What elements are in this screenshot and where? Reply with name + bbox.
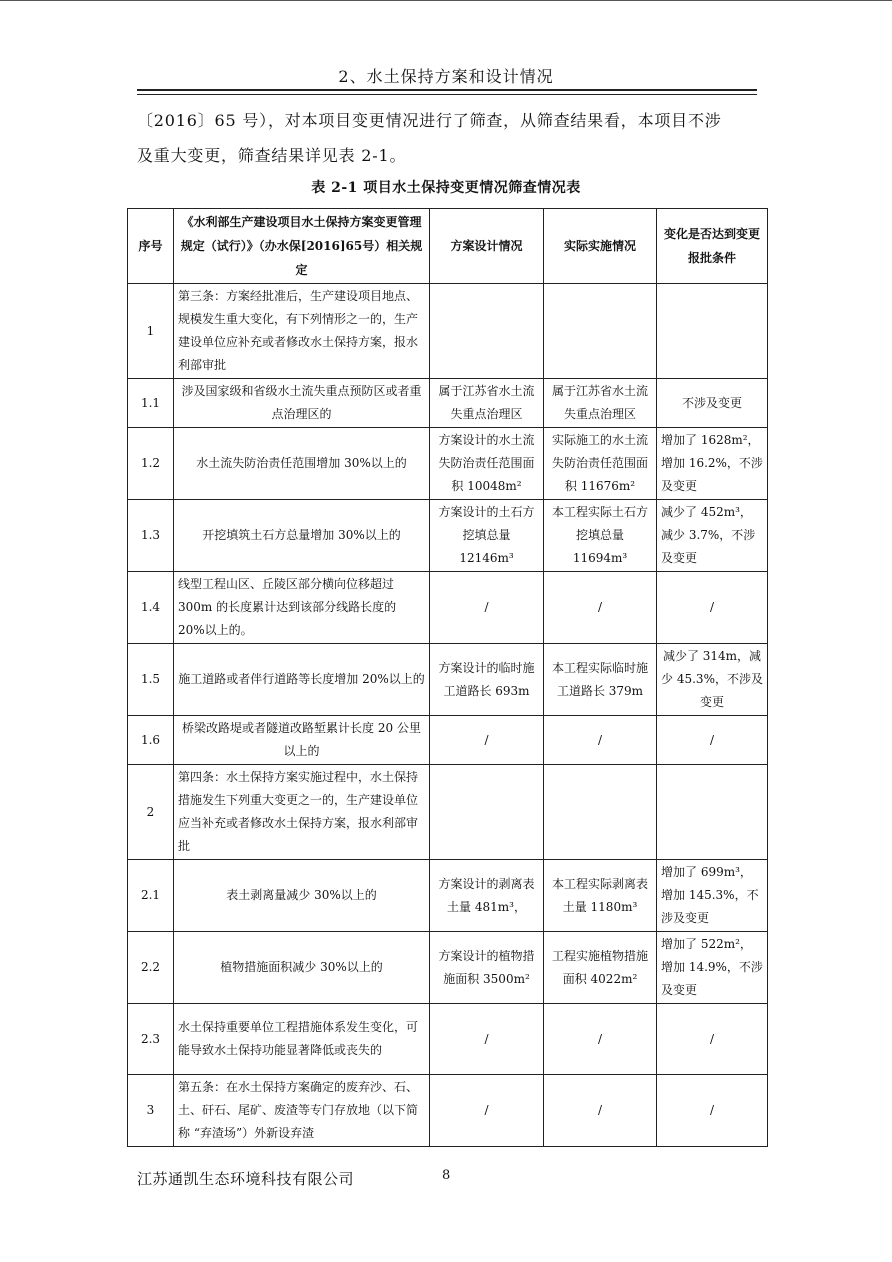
row-actual: 本工程实际剥离表土量 1180m³	[544, 860, 657, 932]
row-rule: 水土流失防治责任范围增加 30%以上的	[174, 428, 430, 500]
table-row	[128, 428, 768, 500]
row-result	[657, 284, 768, 379]
paragraph-line-1: 〔2016〕65 号），对本项目变更情况进行了筛查，从筛查结果看，本项目不涉	[137, 111, 722, 130]
row-design: 方案设计的土石方挖填总量 12146m³	[430, 500, 544, 572]
row-design	[430, 765, 544, 860]
row-result: 增加了 522m²，增加 14.9%，不涉及变更	[657, 932, 768, 1004]
header-actual: 实际实施情况	[544, 209, 657, 284]
row-rule: 植物措施面积减少 30%以上的	[174, 932, 430, 1004]
row-design: 属于江苏省水土流失重点治理区	[430, 379, 544, 428]
row-no: 2.1	[128, 860, 174, 932]
row-result: 减少了 452m³，减少 3.7%，不涉及变更	[657, 500, 768, 572]
row-actual: 实际施工的水土流失防治责任范围面积 11676m²	[544, 428, 657, 500]
table-row	[128, 932, 768, 1004]
row-design: 方案设计的剥离表土量 481m³，	[430, 860, 544, 932]
row-actual: 工程实施植物措施面积 4022m²	[544, 932, 657, 1004]
row-actual: 本工程实际土石方挖填总量 11694m³	[544, 500, 657, 572]
body-paragraph	[137, 103, 765, 173]
header-rule-thick	[137, 89, 757, 91]
page-header-title: 2、水土保持方案和设计情况	[338, 67, 554, 86]
row-design	[430, 284, 544, 379]
row-result	[657, 765, 768, 860]
row-actual: /	[544, 1075, 657, 1147]
footer-company-name: 江苏通凯生态环境科技有限公司	[137, 1170, 355, 1188]
row-actual: /	[544, 716, 657, 765]
row-result: /	[657, 1004, 768, 1075]
row-no: 1.1	[128, 379, 174, 428]
change-screening-table	[127, 208, 768, 1147]
row-no: 1.3	[128, 500, 174, 572]
header-no: 序号	[128, 209, 174, 284]
row-no: 3	[128, 1075, 174, 1147]
table-row	[128, 1004, 768, 1075]
row-rule: 第四条：水土保持方案实施过程中，水土保持措施发生下列重大变更之一的，生产建设单位应当补充或者修改水土保持方案，报水利部审批	[174, 765, 430, 860]
page-number: 8	[442, 1168, 451, 1183]
row-rule: 第三条：方案经批准后，生产建设项目地点、规模发生重大变化，有下列情形之一的，生产建设单位应补充或者修改水土保持方案，报水利部审批	[174, 284, 430, 379]
row-no: 1.6	[128, 716, 174, 765]
row-result: 增加了 1628m²，增加 16.2%，不涉及变更	[657, 428, 768, 500]
header-result: 变化是否达到变更报批条件	[657, 209, 768, 284]
row-actual: /	[544, 572, 657, 644]
header-rule-thin	[137, 94, 757, 95]
row-result: 增加了 699m³，增加 145.3%，不涉及变更	[657, 860, 768, 932]
row-no: 1.4	[128, 572, 174, 644]
row-result: /	[657, 716, 768, 765]
row-actual	[544, 284, 657, 379]
header-design: 方案设计情况	[430, 209, 544, 284]
row-result: /	[657, 1075, 768, 1147]
header-rule: 《水利部生产建设项目水土保持方案变更管理规定（试行）》（办水保[2016]65号）相关规定	[174, 209, 430, 284]
row-design: 方案设计的植物措施面积 3500m²	[430, 932, 544, 1004]
row-actual	[544, 765, 657, 860]
row-rule: 水土保持重要单位工程措施体系发生变化，可能导致水土保持功能显著降低或丧失的	[174, 1004, 430, 1075]
table-row	[128, 284, 768, 379]
row-no: 1.5	[128, 644, 174, 716]
row-result: 不涉及变更	[657, 379, 768, 428]
row-design: /	[430, 716, 544, 765]
row-actual: 属于江苏省水土流失重点治理区	[544, 379, 657, 428]
row-no: 2.2	[128, 932, 174, 1004]
row-rule: 施工道路或者伴行道路等长度增加 20%以上的	[174, 644, 430, 716]
table-row	[128, 572, 768, 644]
table-row	[128, 765, 768, 860]
row-no: 2	[128, 765, 174, 860]
paragraph-line-2: 及重大变更，筛查结果详见表 2-1。	[137, 146, 407, 165]
row-rule: 开挖填筑土石方总量增加 30%以上的	[174, 500, 430, 572]
row-no: 1	[128, 284, 174, 379]
row-rule: 线型工程山区、丘陵区部分横向位移超过 300m 的长度累计达到该部分线路长度的 20%以上的。	[174, 572, 430, 644]
row-rule: 第五条：在水土保持方案确定的废弃沙、石、土、矸石、尾矿、废渣等专门存放地（以下简称 “弃渣场”）外新设弃渣	[174, 1075, 430, 1147]
row-design: /	[430, 1075, 544, 1147]
row-design: /	[430, 1004, 544, 1075]
row-result: 减少了 314m，减少 45.3%，不涉及变更	[657, 644, 768, 716]
table-row	[128, 1075, 768, 1147]
table-row	[128, 644, 768, 716]
row-rule: 涉及国家级和省级水土流失重点预防区或者重点治理区的	[174, 379, 430, 428]
row-rule: 桥梁改路堤或者隧道改路堑累计长度 20 公里以上的	[174, 716, 430, 765]
row-actual: /	[544, 1004, 657, 1075]
row-design: 方案设计的水土流失防治责任范围面积 10048m²	[430, 428, 544, 500]
row-design: /	[430, 572, 544, 644]
table-caption: 表 2-1 项目水土保持变更情况筛查情况表	[311, 180, 581, 196]
table-row	[128, 860, 768, 932]
table-row	[128, 500, 768, 572]
table-header-row	[128, 209, 768, 284]
top-border-line	[0, 0, 892, 1]
row-no: 1.2	[128, 428, 174, 500]
row-rule: 表土剥离量减少 30%以上的	[174, 860, 430, 932]
table-row	[128, 716, 768, 765]
row-no: 2.3	[128, 1004, 174, 1075]
table-row	[128, 379, 768, 428]
row-result: /	[657, 572, 768, 644]
row-actual: 本工程实际临时施工道路长 379m	[544, 644, 657, 716]
row-design: 方案设计的临时施工道路长 693m	[430, 644, 544, 716]
